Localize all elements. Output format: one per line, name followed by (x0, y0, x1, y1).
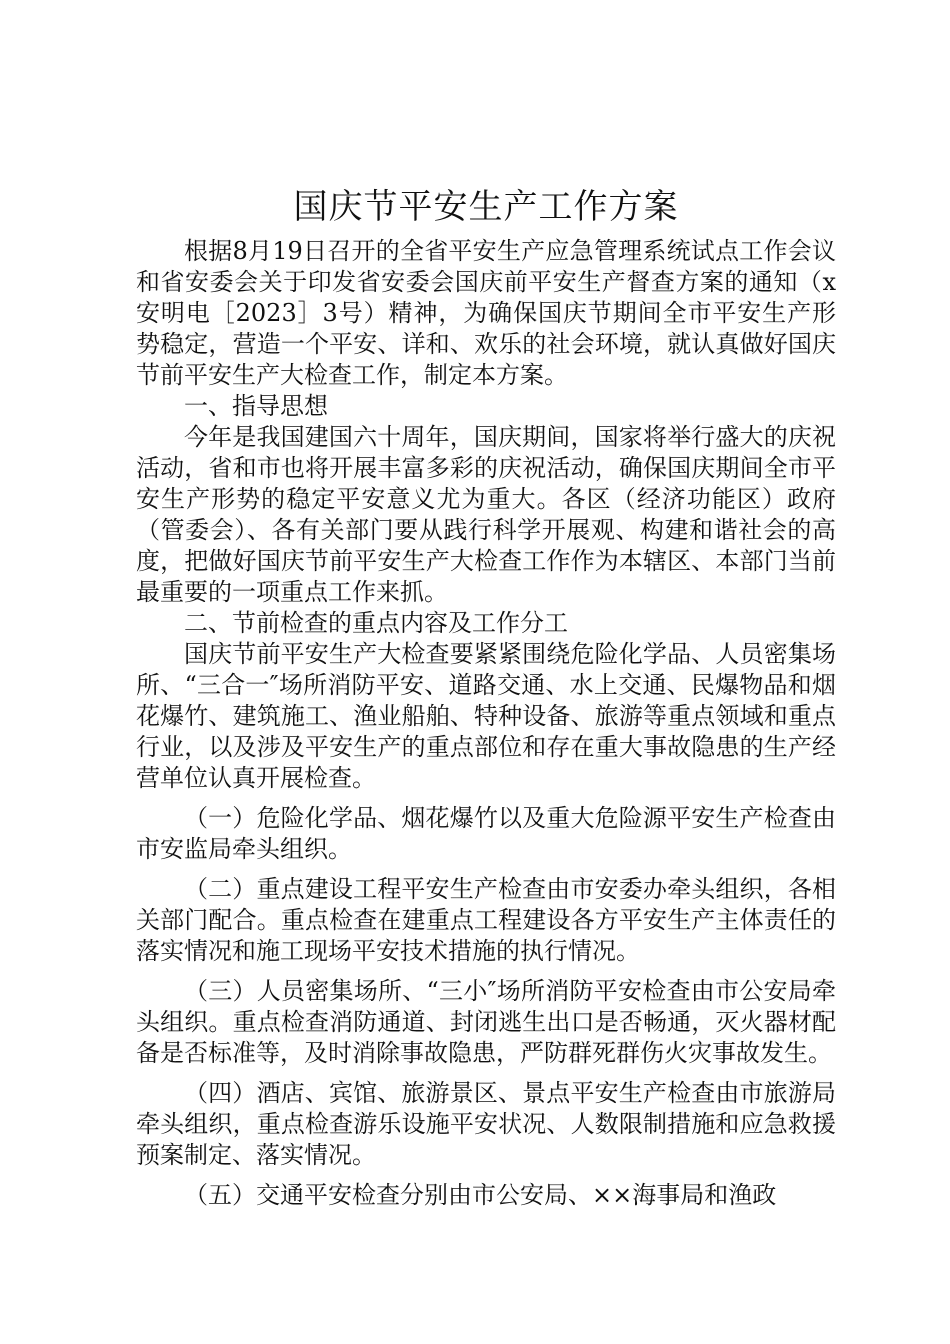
document-title: 国庆节平安生产工作方案 (293, 187, 679, 227)
list-item: （一）危险化学品、烟花爆竹以及重大危险源平安生产检查由市安监局牵头组织。 (136, 804, 836, 863)
section-heading-guiding-thought: 一、指导思想 (184, 392, 328, 420)
section-body-guiding-thought: 今年是我国建国六十周年，国庆期间，国家将举行盛大的庆祝活动，省和市也将开展丰富多彩的庆祝活动，确保国庆期间全市平安生产形势的稳定平安意义尤为重大。各区（经济功能区）政府（管委会）、各有关部门要从践行科学开展观、构建和谐社会的高度，把做好国庆节前平安生产大检查工作作为本辖区、本部门当前最重要的一项重点工作来抓。 (136, 423, 836, 606)
list-item: （三）人员密集场所、“三小″场所消防平安检查由市公安局牵头组织。重点检查消防通道、封闭逃生出口是否畅通，灭火器材配备是否标准等，及时消除事故隐患，严防群死群伤火灾事故发生。 (136, 977, 836, 1067)
list-item: （四）酒店、宾馆、旅游景区、景点平安生产检查由市旅游局牵头组织，重点检查游乐设施平安状况、人数限制措施和应急救援预案制定、落实情况。 (136, 1079, 836, 1169)
document-page (136, 178, 836, 1211)
section-body-inspection-focus: 国庆节前平安生产大检查要紧紧围绕危险化学品、人员密集场所、“三合一″场所消防平安、道路交通、水上交通、民爆物品和烟花爆竹、建筑施工、渔业船舶、特种设备、旅游等重点领域和重点行业，以及涉及平安生产的重点部位和存在重大事故隐患的生产经营单位认真开展检查。 (136, 640, 836, 792)
list-item: （二）重点建设工程平安生产检查由市安委办牵头组织，各相关部门配合。重点检查在建重点工程建设各方平安生产主体责任的落实情况和施工现场平安技术措施的执行情况。 (136, 875, 836, 965)
intro-paragraph: 根据8月19日召开的全省平安生产应急管理系统试点工作会议和省安委会关于印发省安委会国庆前平安生产督查方案的通知（x安明电［2023］3号）精神，为确保国庆节期间全市平安生产形势稳定，营造一个平安、详和、欢乐的社会环境，就认真做好国庆节前平安生产大检查工作，制定本方案。 (136, 237, 836, 389)
section-heading-inspection-focus: 二、节前检查的重点内容及工作分工 (184, 609, 568, 637)
list-item: （五）交通平安检查分别由市公安局、××海事局和渔政 (184, 1181, 777, 1209)
